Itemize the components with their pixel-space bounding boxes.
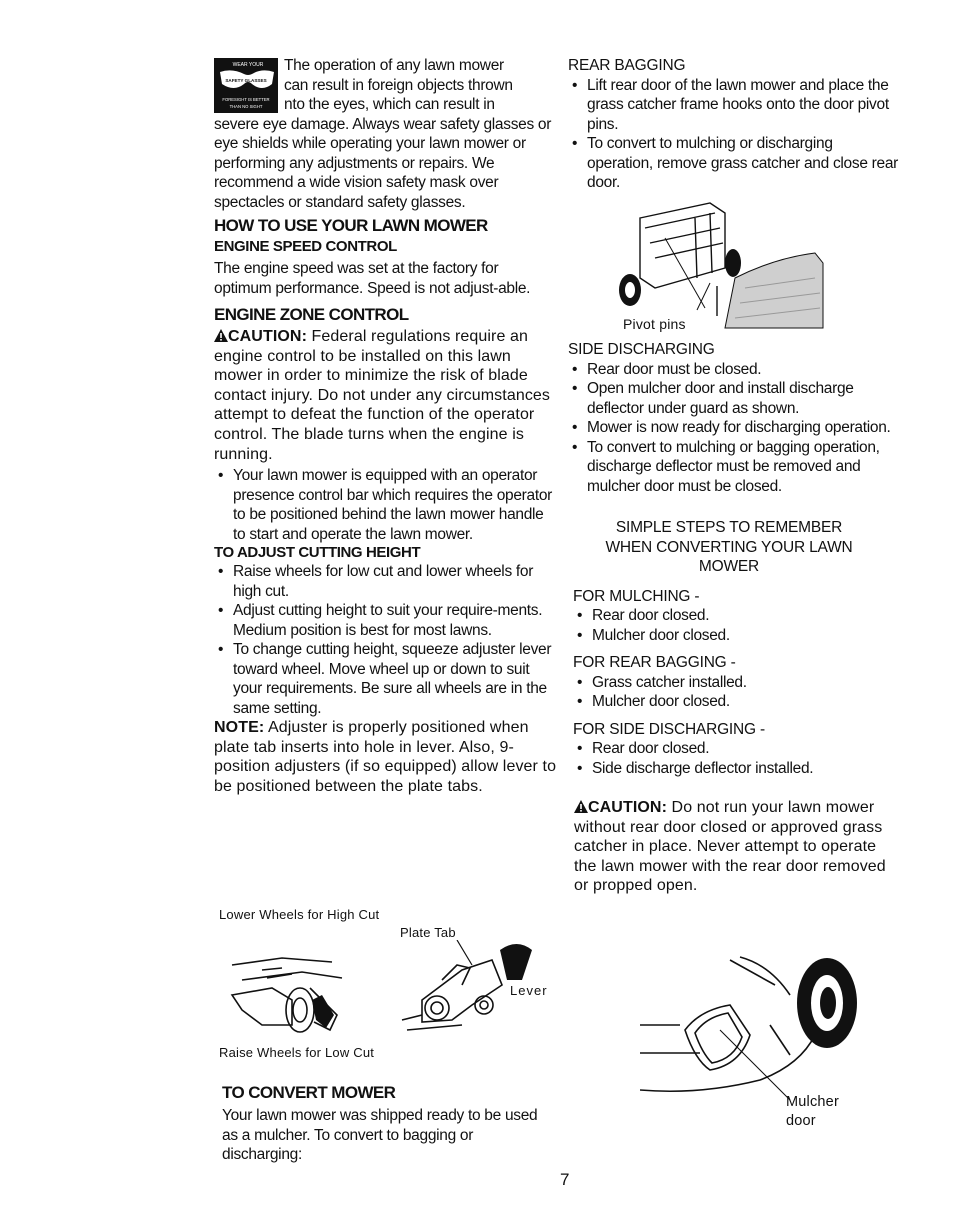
safety-glasses-warning-icon	[214, 58, 278, 113]
warning-icon-label-4: THAN NO SIGHT	[229, 104, 263, 109]
convert-mower-heading: TO CONVERT MOWER	[222, 1083, 396, 1102]
list-item: • Side discharge deflector installed.	[573, 759, 898, 779]
caption-lever: Lever	[510, 983, 548, 998]
convert-mower-section	[222, 1080, 552, 1165]
intro-text: severe eye damage. Always wear safety glasses or eye shields while operating your lawn mower or performing any adjustments or repairs. We recommend a wide vision safety mask over spectacles or standard safety glasses.	[214, 115, 552, 211]
caution-text: Do not run your lawn mower without rear door closed or approved grass catcher in place. Never attempt to operate the lawn mower with the rear door removed or propped open.	[574, 799, 886, 895]
mulcher-door-illustration	[640, 955, 865, 1105]
caution-triangle-icon	[214, 329, 228, 342]
cutting-height-bullets	[214, 562, 559, 718]
list-item: • Grass catcher installed.	[573, 673, 898, 693]
rear-bagging-bullets	[568, 76, 898, 193]
for-mulching-bullets	[573, 606, 898, 645]
list-item: • To change cutting height, squeeze adjuster lever toward wheel. Move wheel up or down to suit your requirements. Be sure all wheels are in the same setting.	[214, 640, 559, 718]
simple-steps-line-1: SIMPLE STEPS TO REMEMBER	[615, 519, 843, 536]
list-item: • Mower is now ready for discharging operation.	[568, 418, 898, 438]
warning-icon-label-2: SAFETY GLASSES	[225, 78, 267, 83]
warning-icon-label-3: FORESIGHT IS BETTER	[222, 97, 270, 102]
warning-icon-label-1: WEAR YOUR	[232, 62, 264, 68]
caution-triangle-icon	[574, 800, 588, 813]
convert-mower-text: Your lawn mower was shipped ready to be used as a mulcher. To convert to bagging or discharging:	[222, 1107, 538, 1163]
caution-text: Federal regulations require an engine control to be installed on this lawn mower in order to minimize the risk of blade contact injury. Do not under any circumstances attempt to defeat the function of the operator control. The blade turns when the engine is running.	[214, 328, 551, 463]
simple-steps-line-2: WHEN CONVERTING YOUR LAWN	[605, 538, 853, 556]
right-column	[568, 56, 898, 193]
right-column-lower	[568, 340, 898, 896]
for-side-discharging-heading: FOR SIDE DISCHARGING -	[573, 720, 765, 738]
note-paragraph	[214, 718, 559, 796]
intro-line-2: can result in foreign objects thrown	[284, 76, 513, 94]
list-item: • Your lawn mower is equipped with an operator presence control bar which requires the operator to be positioned behind the lawn mower handle to start and operate the lawn mower.	[214, 466, 559, 544]
engine-speed-heading: ENGINE SPEED CONTROL	[214, 238, 397, 255]
caption-plate-tab: Plate Tab	[400, 925, 456, 940]
cutting-height-heading: TO ADJUST CUTTING HEIGHT	[214, 544, 421, 562]
wheel-height-adjuster-illustration	[222, 940, 552, 1040]
list-item: • Mulcher door closed.	[573, 692, 898, 712]
note-text: Adjuster is properly positioned when plate tab inserts into hole in lever. Also, 9-position adjusters (if so equipped) allow lever to be positioned between the plate tabs.	[214, 719, 557, 795]
engine-zone-heading: ENGINE ZONE CONTROL	[214, 305, 409, 324]
list-item: • Rear door closed.	[573, 606, 898, 626]
list-item: • Rear door must be closed.	[568, 360, 898, 380]
for-rear-bagging-heading: FOR REAR BAGGING -	[573, 654, 736, 671]
engine-speed-text: The engine speed was set at the factory for optimum performance. Speed is not adjust-able.	[214, 260, 531, 297]
mower-door-caution	[574, 798, 898, 896]
list-item: • Mulcher door closed.	[573, 626, 898, 646]
note-label: NOTE:	[214, 719, 265, 737]
list-item: • Adjust cutting height to suit your require-ments. Medium position is best for most lawns.	[214, 601, 559, 640]
side-discharging-bullets	[568, 360, 898, 497]
list-item: • Raise wheels for low cut and lower wheels for high cut.	[214, 562, 559, 601]
rear-bagging-heading: REAR BAGGING	[568, 57, 686, 74]
intro-line-1: The operation of any lawn mower	[284, 57, 504, 74]
list-item: • Lift rear door of the lawn mower and place the grass catcher frame hooks onto the door pivot pins.	[568, 76, 898, 135]
caution-label: CAUTION:	[228, 328, 308, 345]
left-column	[214, 56, 559, 797]
for-mulching-heading: FOR MULCHING -	[573, 587, 700, 605]
list-item: • Rear door closed.	[573, 739, 898, 759]
list-item: • To convert to mulching or bagging operation, discharge deflector must be removed and mulcher door must be closed.	[568, 438, 898, 497]
caption-mulcher: Mulcher	[786, 1094, 839, 1110]
page-number: 7	[560, 1170, 570, 1189]
caption-raise-wheels: Raise Wheels for Low Cut	[219, 1045, 375, 1060]
list-item: • Open mulcher door and install discharge deflector under guard as shown.	[568, 379, 898, 418]
caution-label: CAUTION:	[588, 799, 668, 816]
for-side-discharging-bullets	[573, 739, 898, 778]
engine-zone-bullets	[214, 466, 559, 544]
side-discharging-heading: SIDE DISCHARGING	[568, 341, 715, 358]
simple-steps-line-3: MOWER	[698, 558, 760, 575]
list-item: • To convert to mulching or discharging operation, remove grass catcher and close rear door.	[568, 134, 898, 193]
engine-zone-caution	[214, 327, 559, 464]
for-rear-bagging-bullets	[573, 673, 898, 712]
caption-door: door	[786, 1113, 816, 1129]
caption-lower-wheels: Lower Wheels for High Cut	[219, 907, 380, 922]
simple-steps-heading	[568, 518, 890, 577]
caption-mulcher-door	[786, 1093, 839, 1131]
how-to-use-heading: HOW TO USE YOUR LAWN MOWER	[214, 216, 488, 235]
caption-pivot-pins: Pivot pins	[623, 316, 686, 332]
rear-bagging-illustration	[615, 198, 830, 333]
intro-line-3: nto the eyes, which can result in	[284, 96, 495, 113]
